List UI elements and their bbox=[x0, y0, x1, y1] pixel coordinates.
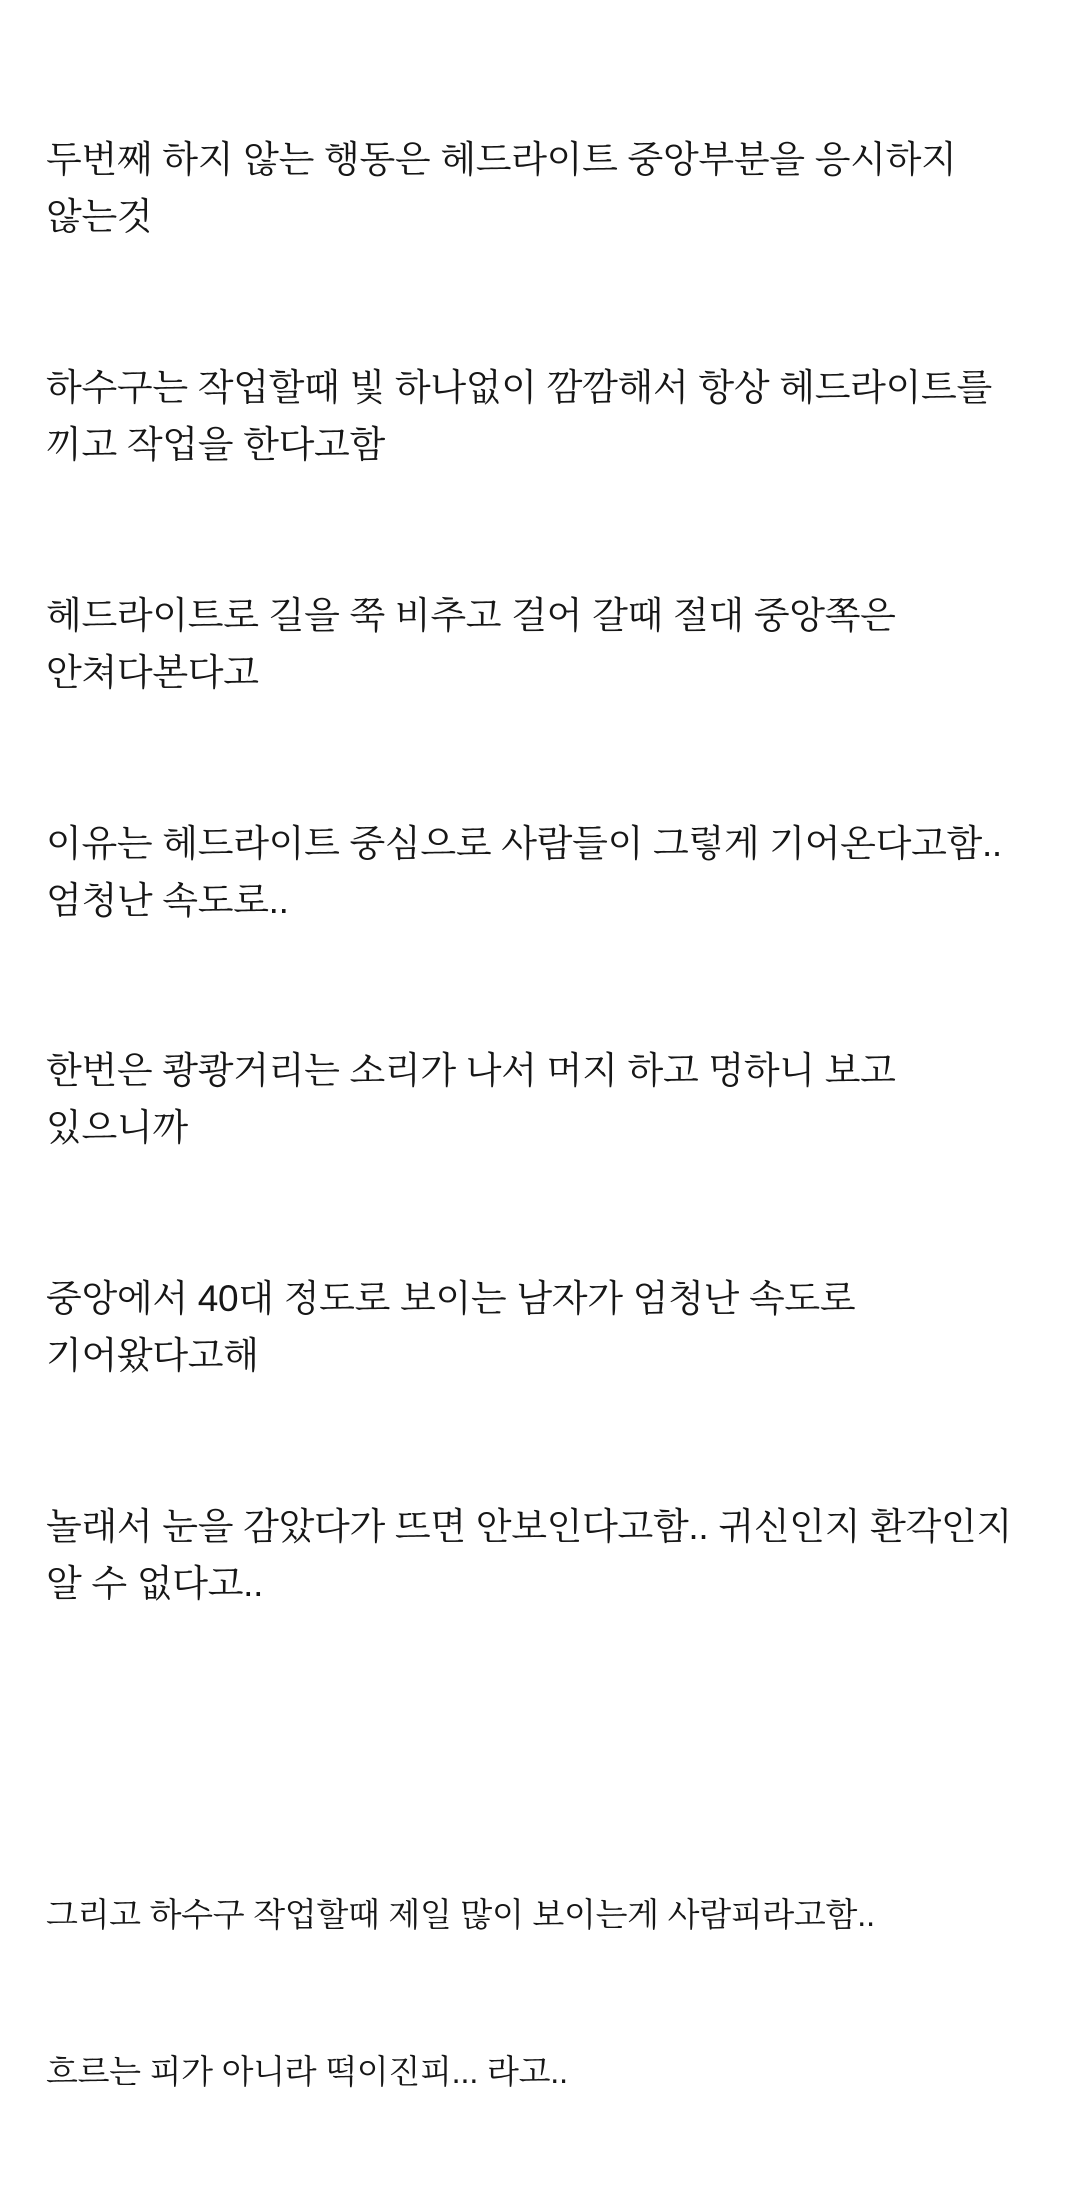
paragraph-spacer bbox=[46, 1727, 1034, 1785]
paragraph-3: 헤드라이트로 길을 쭉 비추고 걸어 갈때 절대 중앙쪽은 안쳐다본다고 bbox=[46, 594, 906, 693]
closing-paragraph-2: 흐르는 피가 아니라 떡이진피... 라고.. bbox=[46, 2052, 568, 2090]
paragraph-2: 하수구는 작업할때 빛 하나없이 깜깜해서 항상 헤드라이트를 끼고 작업을 한다고함 bbox=[46, 366, 1002, 465]
paragraph-5: 한번은 쾅쾅거리는 소리가 나서 머지 하고 멍하니 보고 있으니까 bbox=[46, 1050, 906, 1149]
closing-paragraph-1: 그리고 하수구 작업할때 제일 많이 보이는게 사람피라고함.. bbox=[46, 1896, 875, 1934]
paragraph-1: 두번째 하지 않는 행동은 헤드라이트 중앙부분을 응시하지 않는것 bbox=[46, 138, 967, 237]
document-closing bbox=[46, 1785, 1034, 2202]
document-body bbox=[46, 18, 1034, 1727]
paragraph-4: 이유는 헤드라이트 중심으로 사람들이 그렇게 기어온다고함..엄청난 속도로.. bbox=[46, 822, 1002, 921]
paragraph-7: 놀래서 눈을 감았다가 뜨면 안보인다고함.. 귀신인지 환각인지 알 수 없다고.. bbox=[46, 1506, 1022, 1605]
paragraph-6: 중앙에서 40대 정도로 보이는 남자가 엄청난 속도로 기어왔다고해 bbox=[46, 1278, 866, 1377]
